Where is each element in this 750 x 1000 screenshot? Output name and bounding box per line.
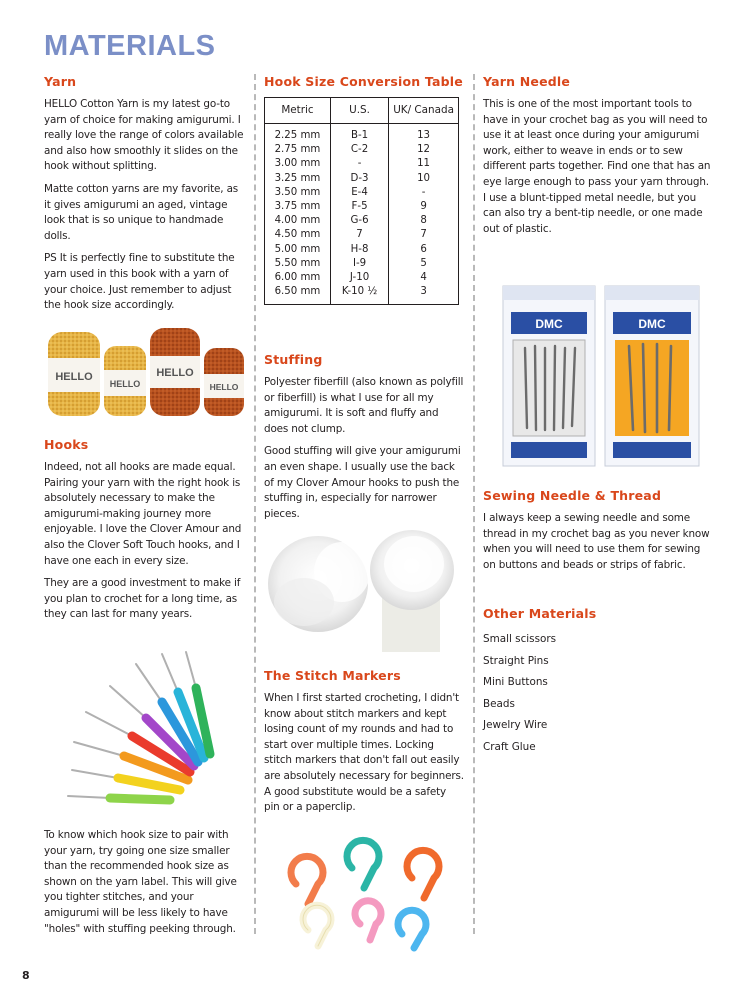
hooks-tip [44,828,250,944]
table-cell: 4.00 mm [274,215,321,227]
table-row [265,143,459,157]
table-row [265,186,459,200]
hooks-section [44,437,250,630]
yarn-heading: Yarn [44,74,77,89]
hook-conversion-table [264,97,459,305]
table-cell: E-4 [330,186,388,200]
table-cell: 3.50 mm [274,186,321,198]
markers-heading: The Stitch Markers [264,668,401,683]
list-item: Craft Glue [483,740,536,753]
table-header: Metric [265,98,331,124]
stuffing-heading: Stuffing [264,352,323,367]
sewing-heading: Sewing Needle & Thread [483,488,662,503]
table-row [265,157,459,171]
crochet-hooks-image [58,650,238,810]
table-cell: G-6 [330,214,388,228]
hooks-paragraph: Indeed, not all hooks are made equal. Pairing your yarn with the right hook is absolutely necessary to make the amigurumi-making journey more enjoyable. I love the Clover Amour and also the Clover Soft Touch hooks, and I have one each in every size. [44,461,242,567]
brand-label: DMC [638,317,666,331]
table-row [265,172,459,186]
other-heading: Other Materials [483,606,597,621]
yarn-skeins-image [44,324,250,420]
table-cell: F-5 [330,200,388,214]
column-divider [473,74,475,934]
other-materials-list [483,629,711,758]
table-cell: D-3 [330,172,388,186]
yarn-label: HELLO [55,371,93,383]
yarn-needle-package-image [497,282,705,472]
table-row [265,271,459,285]
table-cell: 5 [389,257,459,271]
table-row [265,285,459,305]
table-cell: 4 [389,271,459,285]
table-cell: - [330,157,388,171]
table-cell: J-10 [330,271,388,285]
table-cell: 3 [389,285,459,305]
table-row [265,214,459,228]
hooks-paragraph: They are a good investment to make if you plan to crochet for a long time, as they can last for many years. [44,577,241,621]
table-row [265,243,459,257]
table-header: UK/ Canada [389,98,459,124]
table-row [265,200,459,214]
brand-label: DMC [535,317,563,331]
table-cell: H-8 [330,243,388,257]
sewing-section [483,488,711,580]
table-cell: 3.00 mm [274,158,321,170]
page-title: MATERIALS [44,30,216,62]
table-cell: C-2 [330,143,388,157]
column-left [44,74,246,321]
list-item: Straight Pins [483,654,549,667]
yarn-label: HELLO [156,367,194,379]
table-cell: 4.50 mm [274,229,321,241]
table-row [265,228,459,242]
table-cell: 6 [389,243,459,257]
table-cell: 3.75 mm [274,201,321,213]
stitch-markers-image [274,834,464,952]
yarn-paragraph: Matte cotton yarns are my favorite, as it gives amigurumi an aged, vintage look that is so unique to handmade dolls. [44,182,239,242]
needle-heading: Yarn Needle [483,74,571,89]
list-item: Small scissors [483,633,557,645]
table-row [265,257,459,271]
hooks-paragraph: To know which hook size to pair with your yarn, try going one size smaller than the recommended hook size as shown on the yarn label. This will give you tighter stitches, and your amigurumi will be less likely to have "holes" with stuffing peeking through. [44,829,237,935]
markers-paragraph: When I first started crocheting, I didn't know about stitch markers and kept losing count of my rounds and had to start over multiple times. Locking stitch markers that don't fall out easily are absolutely necessary for beginners. A good substitute would be a safety pin or a paperclip. [264,692,464,814]
table-cell: 2.75 mm [274,144,321,156]
stuffing-section [264,352,464,529]
table-cell: - [389,186,459,200]
table-cell: 7 [389,228,459,242]
list-item: Beads [483,697,515,710]
table-cell: B-1 [330,124,388,144]
conversion-heading: Hook Size Conversion Table [264,74,463,89]
table-cell: 13 [389,124,459,144]
table-cell: 6.00 mm [274,272,321,284]
yarn-label: HELLO [209,382,239,392]
table-row [265,124,459,144]
column-middle [264,74,464,305]
column-right [483,74,711,244]
table-cell: 3.25 mm [274,172,321,184]
table-cell: 12 [389,143,459,157]
hooks-heading: Hooks [44,437,89,452]
table-cell: 7 [330,228,388,242]
needle-paragraph: This is one of the most important tools to have in your crochet bag as you will need to use it at least once during your amigurumi work, either to weave in ends or to sew different parts together. Find one that has an eye large enough to pass your yarn through. I use a blunt-tipped metal needle, but you can also try a bent-tip needle, or one made out of plastic. [483,98,711,235]
table-cell: 10 [389,172,459,186]
table-cell: 5.50 mm [274,257,321,269]
stuffing-image [262,524,468,652]
yarn-paragraph: PS It is perfectly fine to substitute the yarn used in this book with a yarn of your choice. Just remember to adjust the hook size accordingly. [44,252,235,312]
yarn-label: HELLO [109,379,141,389]
table-cell: K-10 ½ [330,285,388,305]
sewing-paragraph: I always keep a sewing needle and some thread in my crochet bag as you never know when you will need to use them for sewing on buttons and beads or strips of fabric. [483,512,710,571]
page-number: 8 [22,969,30,982]
other-materials-section [483,606,711,758]
stuffing-paragraph: Polyester fiberfill (also known as polyfill or fiberfill) is what I use for all my amigurumi. It is soft and fluffy and does not clump. [264,376,464,435]
table-cell: 6.50 mm [274,286,321,298]
column-divider [254,74,256,934]
markers-section [264,668,464,823]
table-cell: I-9 [330,257,388,271]
yarn-paragraph: HELLO Cotton Yarn is my latest go-to yarn of choice for making amigurumi. I really love the range of colors available and also how smoothly it slides on the hook without splitting. [44,98,244,173]
table-cell: 9 [389,200,459,214]
table-header: U.S. [330,98,388,124]
table-cell: 2.25 mm [274,130,321,141]
table-cell: 11 [389,157,459,171]
stuffing-paragraph: Good stuffing will give your amigurumi an even shape. I usually use the back of my Clover Amour hooks to push the stuffing in, especially for narrower pieces. [264,445,461,520]
list-item: Jewelry Wire [483,719,548,731]
table-cell: 8 [389,214,459,228]
table-cell: 5.00 mm [274,243,321,255]
list-item: Mini Buttons [483,676,548,688]
